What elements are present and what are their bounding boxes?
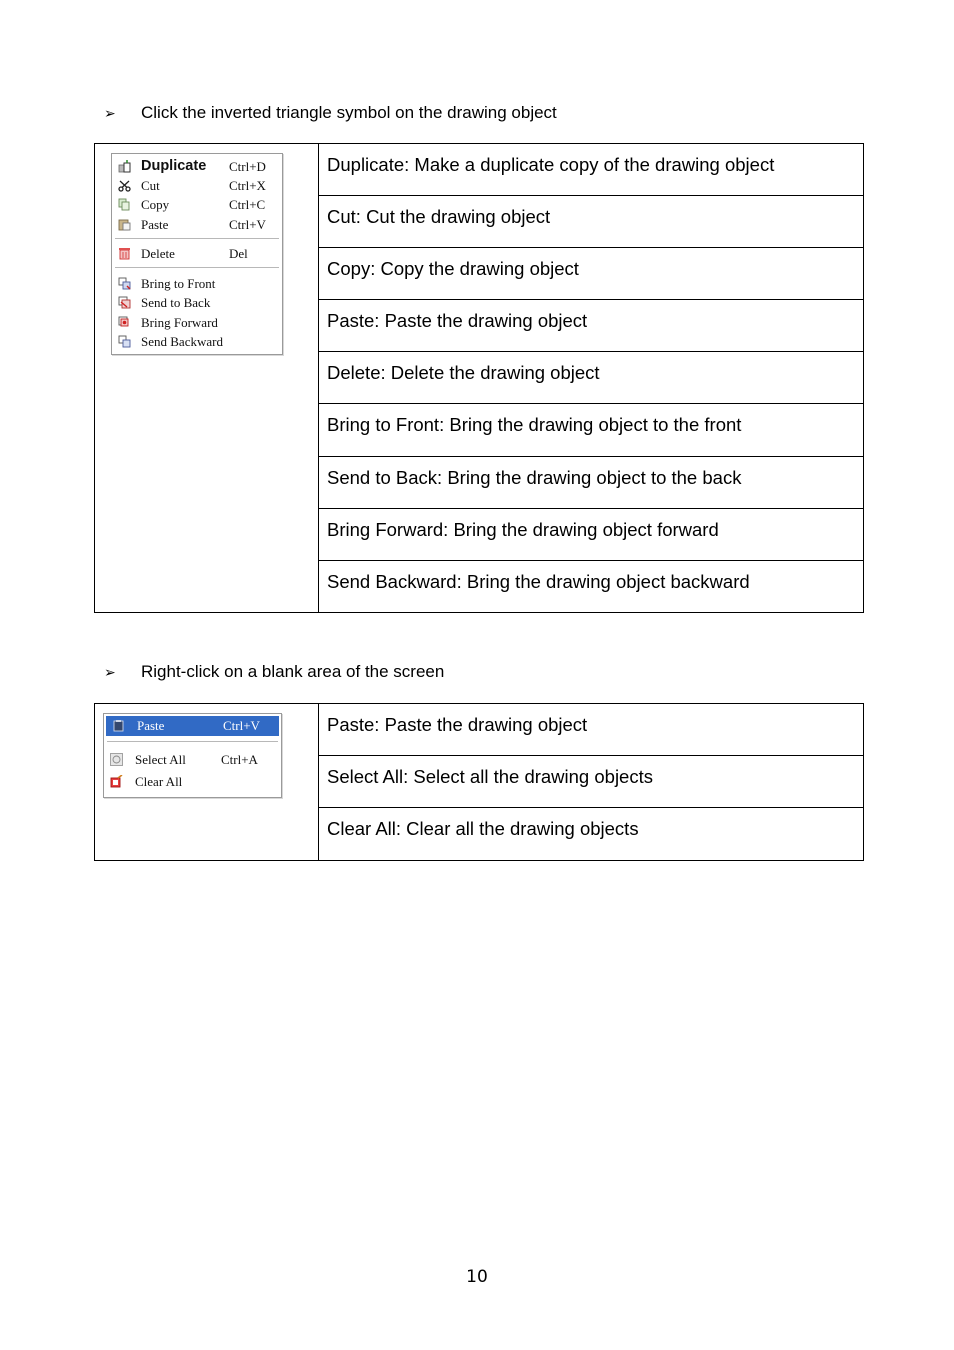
menu-screenshot-cell xyxy=(95,144,319,613)
paste-icon xyxy=(118,218,131,231)
section-1-heading xyxy=(104,103,557,123)
menu-item-label: Send Backward xyxy=(141,334,223,349)
menu-item-label: Bring Forward xyxy=(141,315,218,330)
description-clear-all: Clear All: Clear all the drawing objects xyxy=(319,808,864,861)
heading-text: Right-click on a blank area of the screen xyxy=(141,662,445,681)
menu-separator xyxy=(115,238,279,239)
menu-item-shortcut: Ctrl+X xyxy=(229,178,266,193)
menu-item-label: Duplicate xyxy=(141,158,207,174)
menu-item-shortcut: Ctrl+V xyxy=(223,718,260,733)
menu-separator xyxy=(107,741,278,742)
paste-icon xyxy=(112,719,125,732)
description-duplicate: Duplicate: Make a duplicate copy of the drawing object xyxy=(319,144,864,196)
blank-area-context-menu xyxy=(103,713,282,798)
description-delete: Delete: Delete the drawing object xyxy=(319,352,864,404)
menu-item-clear-all[interactable] xyxy=(104,772,281,791)
menu-item-label: Copy xyxy=(141,197,170,212)
description-send-backward: Send Backward: Bring the drawing object backward xyxy=(319,561,864,613)
bullet-arrow: ➢ xyxy=(104,105,116,121)
menu-item-label: Select All xyxy=(135,752,186,767)
menu-item-label: Paste xyxy=(137,718,165,733)
menu-item-label: Paste xyxy=(141,217,169,232)
menu-item-label: Cut xyxy=(141,178,160,193)
menu-item-paste[interactable] xyxy=(106,716,279,736)
copy-icon xyxy=(118,198,131,211)
menu-item-delete[interactable] xyxy=(112,244,282,263)
menu-item-label: Delete xyxy=(141,246,175,261)
bring-to-front-icon xyxy=(118,277,131,290)
menu-item-shortcut: Ctrl+C xyxy=(229,197,266,212)
blank-area-menu-table xyxy=(94,703,864,861)
menu-item-copy[interactable] xyxy=(112,195,282,214)
description-paste: Paste: Paste the drawing object xyxy=(319,300,864,352)
drawing-object-menu-table xyxy=(94,143,864,613)
section-2-heading xyxy=(104,662,444,682)
description-select-all: Select All: Select all the drawing objects xyxy=(319,756,864,808)
page-number: 10 xyxy=(466,1267,488,1287)
menu-item-shortcut: Ctrl+D xyxy=(229,159,266,174)
menu-item-label: Send to Back xyxy=(141,295,211,310)
bullet-arrow: ➢ xyxy=(104,664,116,680)
send-to-back-icon xyxy=(118,296,131,309)
description-paste: Paste: Paste the drawing object xyxy=(319,704,864,756)
description-copy: Copy: Copy the drawing object xyxy=(319,248,864,300)
menu-item-shortcut: Ctrl+V xyxy=(229,217,266,232)
cut-icon xyxy=(118,179,131,192)
menu-item-select-all[interactable] xyxy=(104,750,281,769)
description-bring-to-front: Bring to Front: Bring the drawing object to the front xyxy=(319,404,864,457)
menu-item-duplicate[interactable] xyxy=(112,157,282,176)
menu-item-cut[interactable] xyxy=(112,176,282,195)
clear-all-icon xyxy=(110,775,123,788)
menu-item-shortcut: Ctrl+A xyxy=(221,752,258,767)
menu-screenshot-cell xyxy=(95,704,319,861)
send-backward-icon xyxy=(118,335,131,348)
delete-icon xyxy=(118,247,131,260)
menu-item-paste[interactable] xyxy=(112,215,282,234)
drawing-object-context-menu xyxy=(111,153,283,355)
heading-text: Click the inverted triangle symbol on the drawing object xyxy=(141,103,557,122)
menu-item-bring-to-front[interactable] xyxy=(112,274,282,293)
bring-forward-icon xyxy=(118,316,131,329)
menu-item-label: Clear All xyxy=(135,774,183,789)
menu-item-shortcut: Del xyxy=(229,246,248,261)
description-send-to-back: Send to Back: Bring the drawing object to the back xyxy=(319,457,864,509)
select-all-icon xyxy=(110,753,123,766)
menu-item-send-to-back[interactable] xyxy=(112,293,282,312)
menu-separator xyxy=(115,267,279,268)
menu-item-send-backward[interactable] xyxy=(112,332,282,351)
menu-item-bring-forward[interactable] xyxy=(112,313,282,332)
description-bring-forward: Bring Forward: Bring the drawing object forward xyxy=(319,509,864,561)
duplicate-icon xyxy=(118,160,131,173)
menu-item-label: Bring to Front xyxy=(141,276,216,291)
description-cut: Cut: Cut the drawing object xyxy=(319,196,864,248)
